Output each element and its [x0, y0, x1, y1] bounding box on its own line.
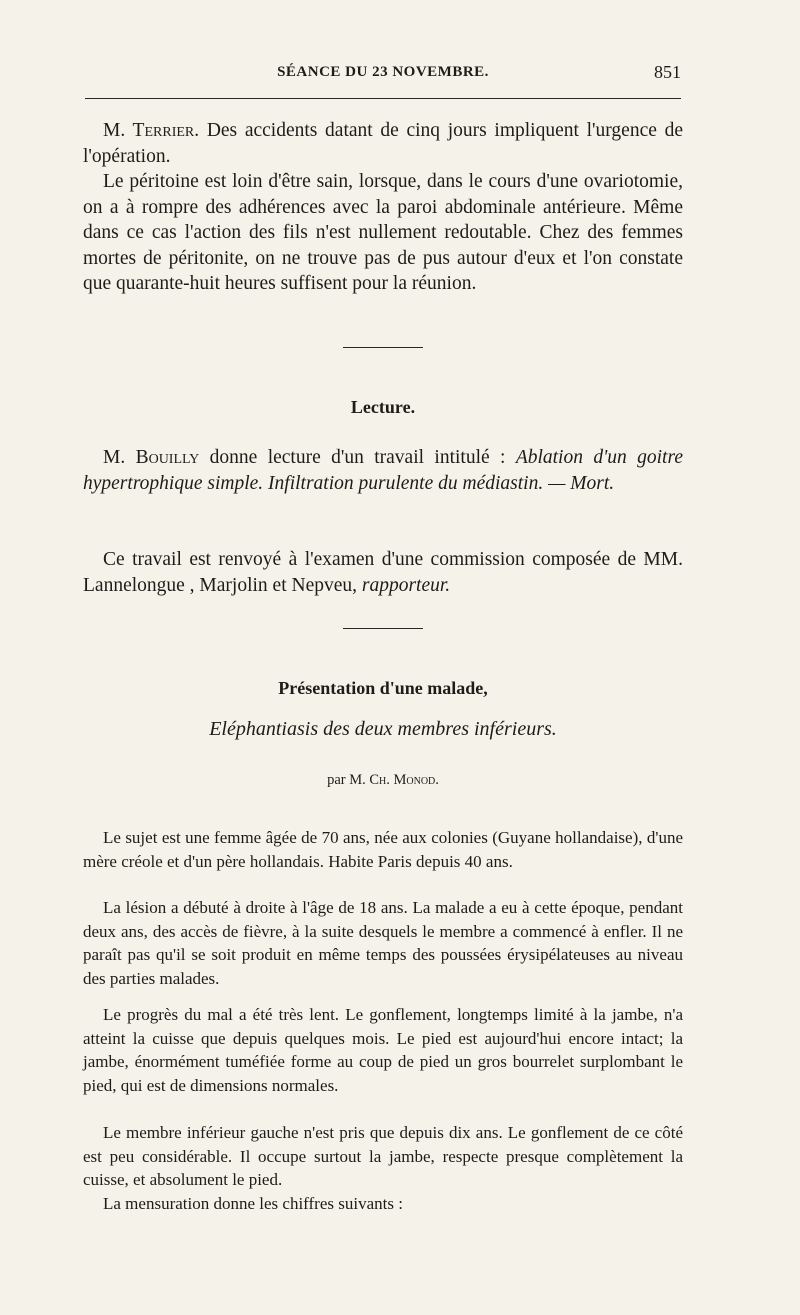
author-prefix: par M.: [327, 772, 370, 788]
speaker-bouilly: M. Bouilly: [103, 447, 200, 468]
case-paragraph-2: La lésion a débuté à droite à l'âge de 18 ans. La malade a eu à cette époque, pendant deux ans, des accès de fièvre, à la suite desquels le membre a commencé à enfler. Il ne paraît pas qu'il se soit produit en même temps des poussées érysipélateuses au niveau des parties malades.: [83, 898, 683, 988]
lecture-heading: Lecture.: [350, 397, 416, 417]
page-number: 851: [654, 62, 681, 82]
discussion-text-1: Des accidents datant de cinq jours impliquent l'urgence de l'opération.: [83, 120, 683, 167]
rapporteur-label: rapporteur.: [361, 574, 451, 596]
header-title: SÉANCE DU 23 NOVEMBRE.: [277, 64, 489, 80]
lecture-intro: donne lecture d'un travail intitulé :: [199, 447, 516, 468]
speaker-terrier: M. Terrier.: [103, 120, 200, 141]
presentation-author: [83, 772, 683, 789]
discussion-paragraph-1: [83, 118, 683, 169]
case-paragraph-1: Le sujet est une femme âgée de 70 ans, née aux colonies (Guyane hollandaise), d'une mère créole et d'un père hollandais. Habite Paris depuis 40 ans.: [83, 828, 683, 871]
case-paragraph-4: Le membre inférieur gauche n'est pris que depuis dix ans. Le gonflement de ce côté est peu considérable. Il occupe surtout la jambe, respecte presque complètement la cuisse, et absolument le pied.: [83, 1123, 683, 1189]
lecture-paragraph: [83, 445, 683, 496]
presentation-heading: Présentation d'une malade,: [278, 678, 488, 698]
section-divider-1: [343, 347, 423, 348]
running-header: [85, 64, 681, 88]
section-divider-2: [343, 628, 423, 629]
commission-paragraph: [83, 547, 683, 598]
lecture-work-title: Ablation d'un goitre hypertrophique simple. Infiltration purulente du médiastin. — Mort.: [83, 447, 683, 494]
commission-text: Ce travail est renvoyé à l'examen d'une commission composée de MM. Lannelongue , Marjolin et Nepveu,: [83, 549, 683, 596]
discussion-paragraph-2: Le péritoine est loin d'être sain, lorsque, dans le cours d'une ovariotomie, on a à rompre des adhérences avec la paroi abdominale antérieure. Même dans ce cas l'action des fils n'est nullement redoutable. Chez des femmes mortes de péritonite, on ne trouve pas de pus autour d'eux et l'on constate que quarante-huit heures suffisent pour la réunion.: [83, 171, 683, 295]
case-paragraph-5: La mensuration donne les chiffres suivants :: [103, 1194, 403, 1213]
presentation-subtitle: Eléphantiasis des deux membres inférieurs.: [209, 718, 557, 740]
author-name: Ch. Monod.: [369, 772, 439, 788]
case-paragraph-3: Le progrès du mal a été très lent. Le gonflement, longtemps limité à la jambe, n'a atteint la cuisse que depuis quelques mois. Le pied est aujourd'hui encore intact; la jambe, énormément tuméfiée forme au coup de pied un gros bourrelet surplombant le pied, qui est de dimensions normales.: [83, 1005, 683, 1095]
header-rule: [85, 98, 681, 99]
